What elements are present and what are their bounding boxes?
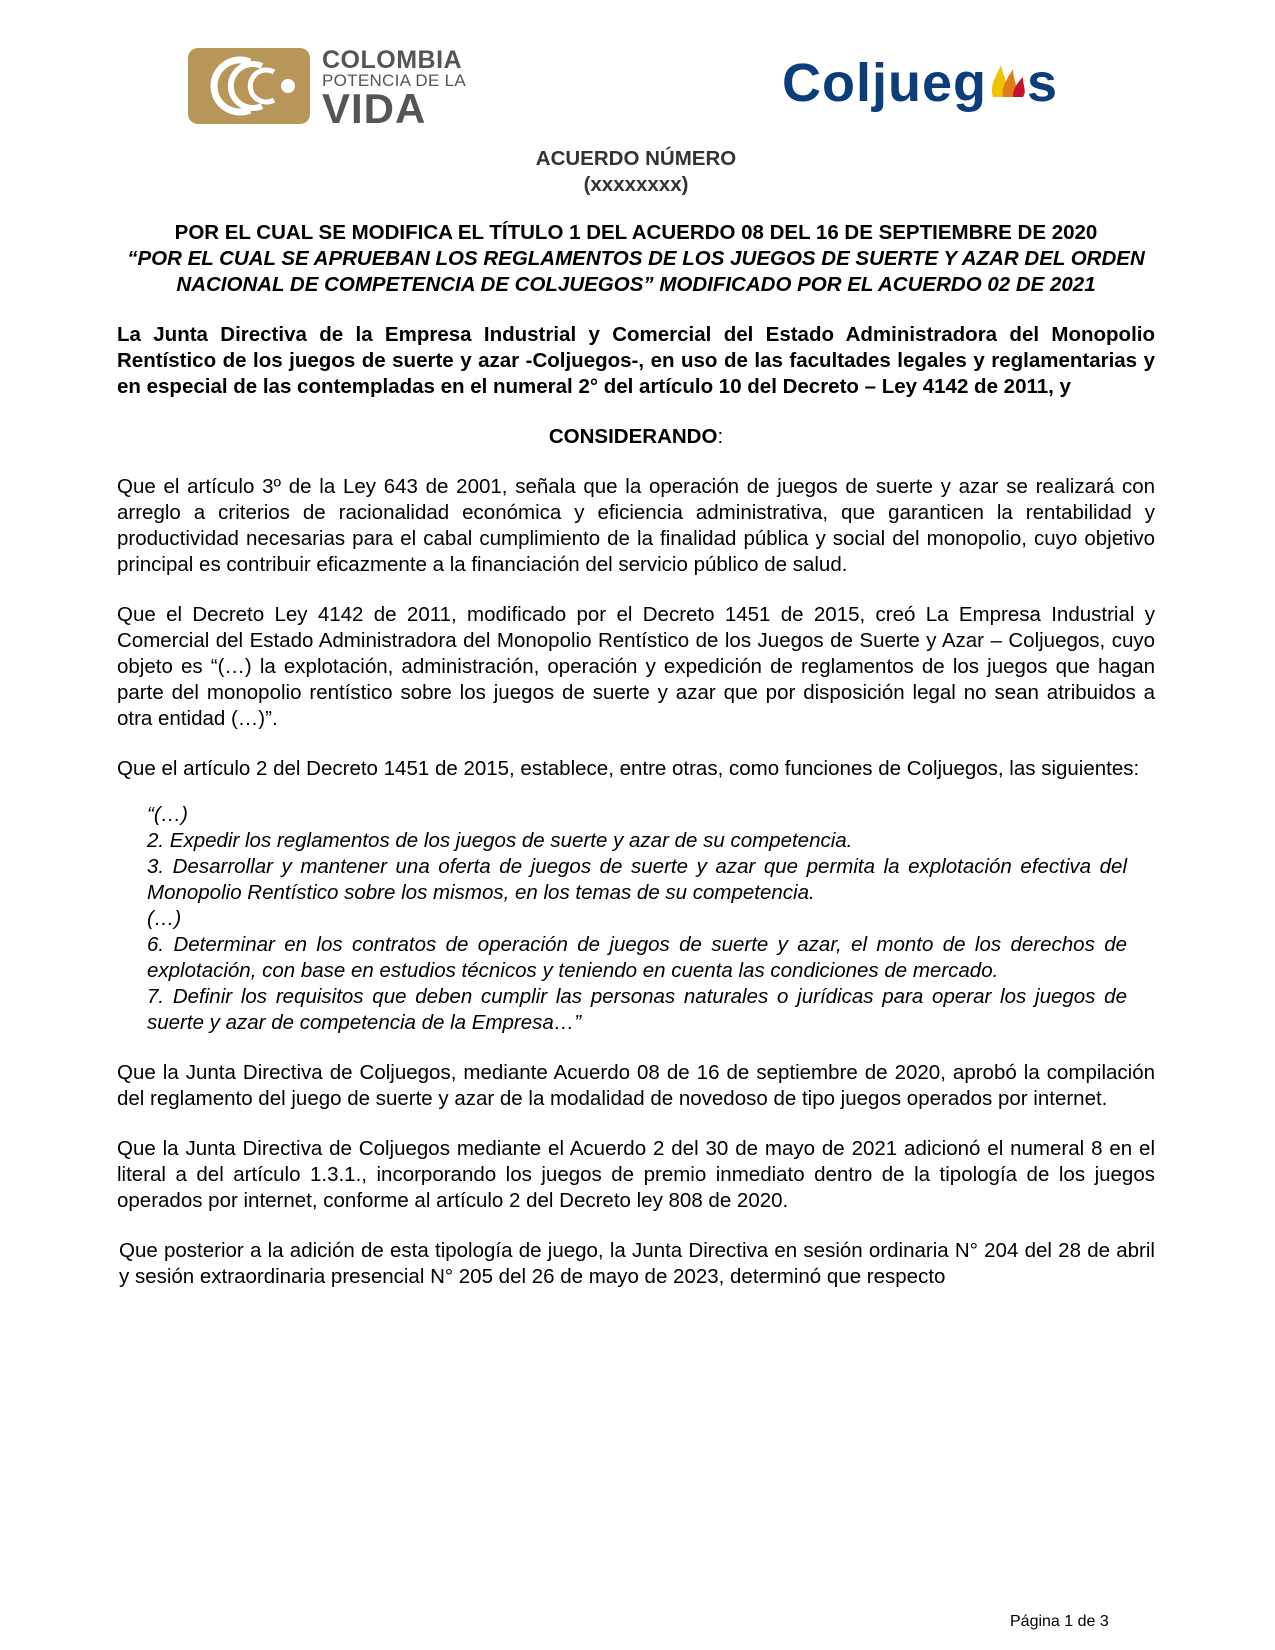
agreement-number-title: ACUERDO NÚMERO xyxy=(535,147,737,170)
colombia-potencia-logo-icon xyxy=(188,46,310,126)
document-body xyxy=(117,146,1155,1290)
considerando-heading xyxy=(117,424,1155,450)
paragraph-ley-643: Que el artículo 3º de la Ley 643 de 2001, señala que la operación de juegos de suerte y azar se realizará con arreglo a criterios de racionalidad económica y eficiencia administrativa, que garanticen la rentabilidad y productividad necesarias para el cabal cumplimiento de la finalidad pública y social del monopolio, cuyo objetivo principal es contribuir eficazmente a la financiación del servicio público de salud. xyxy=(117,475,1155,576)
paragraph-decreto-1451: Que el artículo 2 del Decreto 1451 de 2015, establece, entre otras, como funciones de Coljuegos, las siguientes: xyxy=(117,757,1140,780)
logo-text-colombia: COLOMBIA xyxy=(322,46,463,74)
resolution-title: POR EL CUAL SE MODIFICA EL TÍTULO 1 DEL ACUERDO 08 DEL 16 DE SEPTIEMBRE DE 2020 xyxy=(174,221,1098,244)
coljuegos-logo xyxy=(782,53,1059,116)
resolution-subtitle: “POR EL CUAL SE APRUEBAN LOS REGLAMENTOS DE LOS JUEGOS DE SUERTE Y AZAR DEL ORDEN NACIONAL DE COMPETENCIA DE COLJUEGOS” MODIFICADO POR EL ACUERDO 02 DE 2021 xyxy=(127,247,1145,296)
intro-paragraph: La Junta Directiva de la Empresa Industrial y Comercial del Estado Administradora del Monopolio Rentístico de los juegos de suerte y azar -Coljuegos-, en uso de las facultades legales y reglamentarias y en especial de las contempladas en el numeral 2° del artículo 10 del Decreto – Ley 4142 de 2011, y xyxy=(117,323,1155,398)
quote-line: 2. Expedir los reglamentos de los juegos de suerte y azar de su competencia. xyxy=(147,829,853,852)
paragraph-decreto-4142: Que el Decreto Ley 4142 de 2011, modificado por el Decreto 1451 de 2015, creó La Empresa Industrial y Comercial del Estado Administradora del Monopolio Rentístico de los Juegos de Suerte y Azar – Coljuegos, cuyo objeto es “(…) la explotación, administración, operación y expedición de reglamentos de los juegos que hagan parte del monopolio rentístico sobre los juegos de suerte y azar que por disposición legal no sean atribuidos a otra entidad (…)”. xyxy=(117,603,1155,730)
coljuegos-logo-text-end: s xyxy=(1027,53,1059,113)
agreement-number-placeholder: (xxxxxxxx) xyxy=(583,173,689,196)
logo-text-potencia: POTENCIA DE LA xyxy=(322,71,467,90)
quote-line: (…) xyxy=(147,907,182,930)
colombia-potencia-logo xyxy=(188,46,488,132)
considerando-colon: : xyxy=(717,425,724,448)
quote-line: 3. Desarrollar y mantener una oferta de juegos de suerte y azar que permita la explotación efectiva del Monopolio Rentístico sobre los mismos, en los temas de su competencia. xyxy=(147,855,1127,904)
paragraph-junta-sesion: Que posterior a la adición de esta tipología de juego, la Junta Directiva en sesión ordinaria N° 204 del 28 de abril y sesión extraordinaria presencial N° 205 del 26 de mayo de 2023, determinó que respecto xyxy=(119,1239,1155,1288)
considerando-word: CONSIDERANDO xyxy=(548,425,718,448)
coljuegos-logo-text-start: Coljueg xyxy=(782,53,987,113)
quote-line: 6. Determinar en los contratos de operación de juegos de suerte y azar, el monto de los derechos de explotación, con base en estudios técnicos y teniendo en cuenta las condiciones de mercado. xyxy=(147,933,1127,982)
paragraph-acuerdo-2: Que la Junta Directiva de Coljuegos mediante el Acuerdo 2 del 30 de mayo de 2021 adicionó el numeral 8 en el literal a del artículo 1.3.1., incorporando los juegos de premio inmediato dentro de la tipología de los juegos operados por internet, conforme al artículo 2 del Decreto ley 808 de 2020. xyxy=(117,1137,1155,1212)
document-header xyxy=(0,0,1275,140)
logo-text-vida: VIDA xyxy=(322,85,427,132)
quote-line: “(…) xyxy=(147,803,188,826)
functions-quote xyxy=(117,802,1155,1036)
paragraph-acuerdo-08: Que la Junta Directiva de Coljuegos, mediante Acuerdo 08 de 16 de septiembre de 2020, aprobó la compilación del reglamento del juego de suerte y azar de la modalidad de novedoso de tipo juegos operados por internet. xyxy=(117,1061,1155,1110)
quote-line: 7. Definir los requisitos que deben cumplir las personas naturales o jurídicas para operar los juegos de suerte y azar de competencia de la Empresa…” xyxy=(147,985,1127,1034)
coljuegos-flame-icon xyxy=(987,61,1027,101)
page-number: Página 1 de 3 xyxy=(1010,1613,1109,1630)
